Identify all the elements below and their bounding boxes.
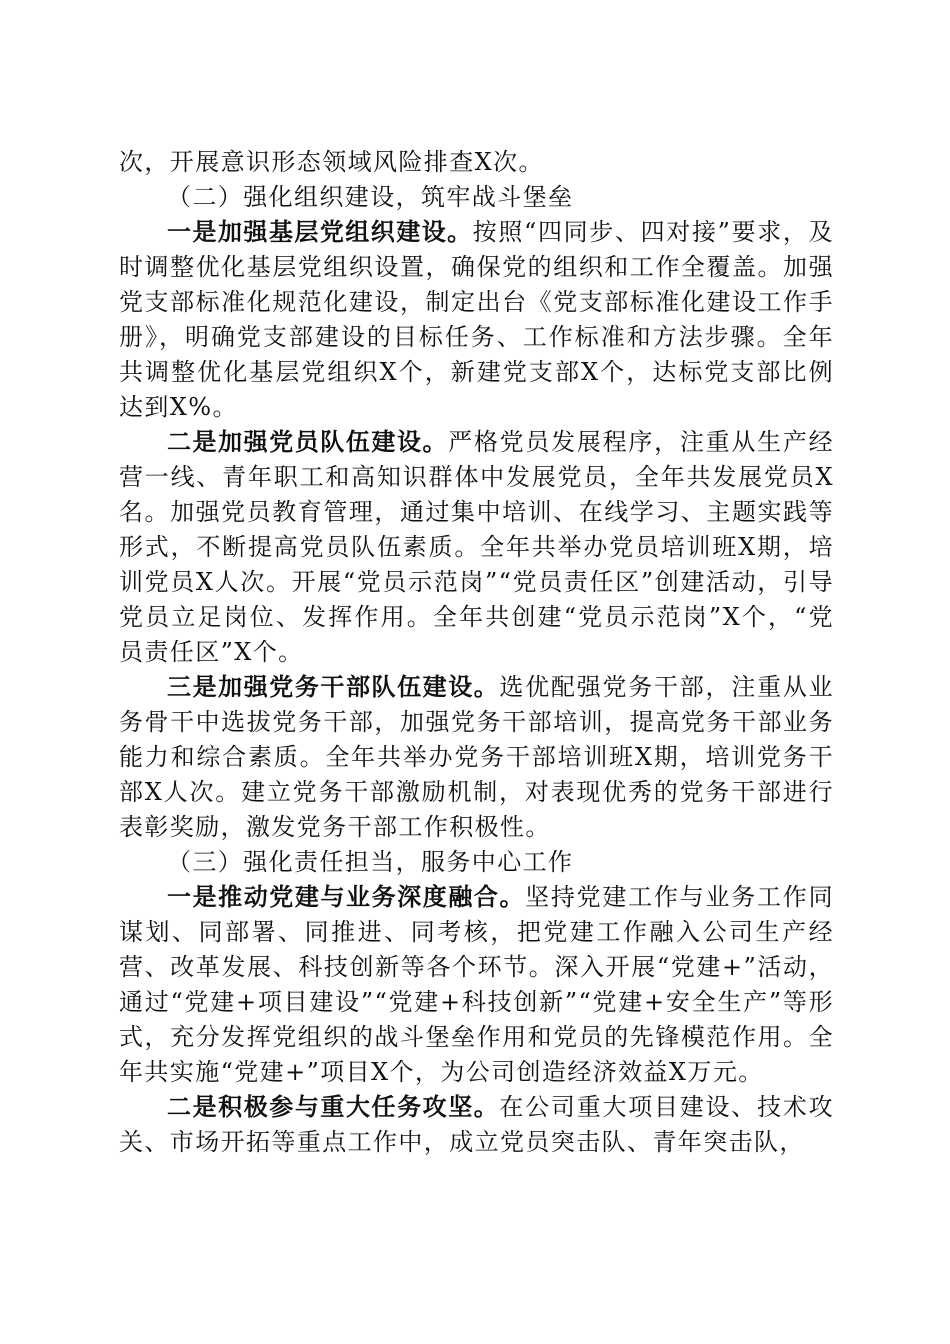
section-heading-text: （三）强化责任担当，服务中心工作 [167,848,574,876]
paragraph-body: 选优配强党务干部，注重从业务骨干中选拔党务干部，加强党务干部培训，提高党务干部业务能力和综合素质。全年共举办党务干部培训班X期，培训党务干部X人次。建立党务干部激励机制，对表现优秀的党务干部进行表彰奖励，激发党务干部工作积极性。 [119,673,834,841]
paragraph-body: 坚持党建工作与业务工作同谋划、同部署、同推进、同考核，把党建工作融入公司生产经营、改革发展、科技创新等各个环节。深入开展“党建+”活动，通过“党建+项目建设”“党建+科技创新”“党建+安全生产”等形式，充分发挥党组织的战斗堡垒作用和党员的先锋模范作用。全年共实施“党建+”项目X个，为公司创造经济效益X万元。 [119,883,834,1086]
paragraph-body: 按照“四同步、四对接”要求，及时调整优化基层党组织设置，确保党的组织和工作全覆盖。加强党支部标准化规范化建设，制定出台《党支部标准化建设工作手册》，明确党支部建设的目标任务、工作标准和方法步骤。全年共调整优化基层党组织X个，新建党支部X个，达标党支部比例达到X%。 [119,218,834,421]
paragraph-lead: 二是加强党员队伍建设。 [167,428,449,456]
paragraph-body: 次，开展意识形态领域风险排查X次。 [119,148,544,176]
section-heading-3 [119,845,834,880]
document-body [119,145,834,1160]
paragraph-lead: 三是加强党务干部队伍建设。 [167,673,500,701]
paragraph-party-members [119,425,834,670]
paragraph-body: 严格党员发展程序，注重从生产经营一线、青年职工和高知识群体中发展党员，全年共发展党员X名。加强党员教育管理，通过集中培训、在线学习、主题实践等形式，不断提高党员队伍素质。全年共举办党员培训班X期，培训党员X人次。开展“党员示范岗”“党员责任区”创建活动，引导党员立足岗位、发挥作用。全年共创建“党员示范岗”X个，“党员责任区”X个。 [119,428,835,666]
paragraph-party-cadres [119,670,834,845]
paragraph-continuation [119,145,834,180]
section-heading-text: （二）强化组织建设，筑牢战斗堡垒 [167,183,574,211]
paragraph-lead: 一是推动党建与业务深度融合。 [167,883,526,911]
paragraph-lead: 二是积极参与重大任务攻坚。 [167,1093,500,1121]
paragraph-major-tasks [119,1090,834,1160]
paragraph-integration [119,880,834,1090]
paragraph-party-organization [119,215,834,425]
paragraph-lead: 一是加强基层党组织建设。 [167,218,473,246]
paragraph-body: 在公司重大项目建设、技术攻关、市场开拓等重点工作中，成立党员突击队、青年突击队， [119,1093,834,1156]
section-heading-2 [119,180,834,215]
